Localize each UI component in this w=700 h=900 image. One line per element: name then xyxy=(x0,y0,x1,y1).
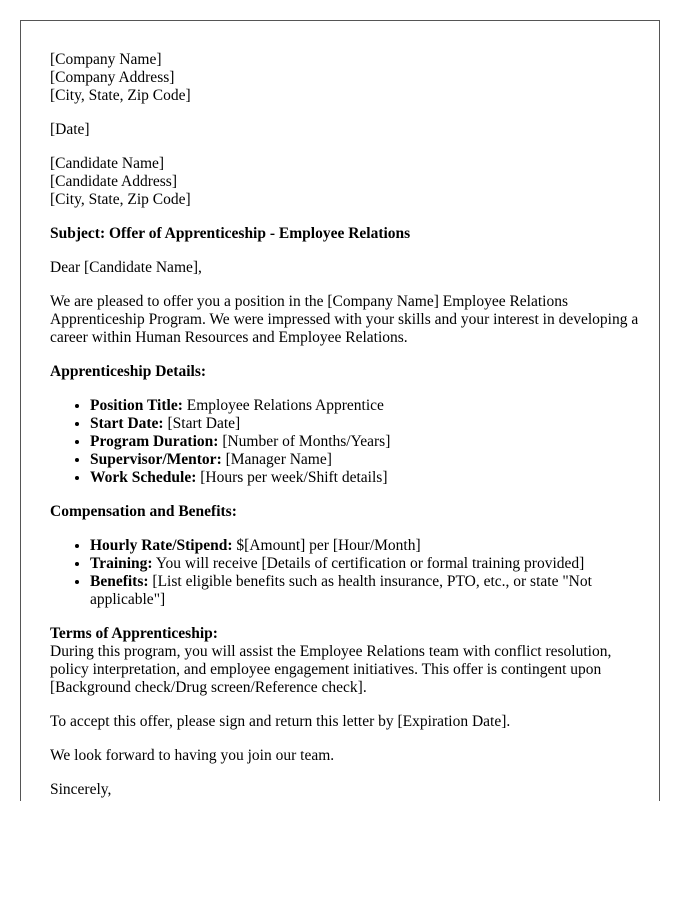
signoff: Sincerely, xyxy=(50,781,112,798)
terms-body: During this program, you will assist the Employee Relations team with conflict resolution, policy interpretation, and employee engagement initiatives. This offer is contingent upon [Background check/Drug screen/Reference check]. xyxy=(50,643,612,696)
recipient-address: [Candidate Address] xyxy=(50,173,177,190)
intro-paragraph: We are pleased to offer you a position in the [Company Name] Employee Relations Apprenticeship Program. We were impressed with your skills and your interest in developing a career within Human Resources and Employee Relations. xyxy=(50,293,639,346)
details-item-label: Program Duration: xyxy=(90,433,219,450)
acceptance-paragraph: To accept this offer, please sign and return this letter by [Expiration Date]. xyxy=(50,713,511,730)
compensation-item-value: You will receive [Details of certification or formal training provided] xyxy=(152,555,585,572)
details-list xyxy=(50,397,640,487)
terms-heading: Terms of Apprenticeship: xyxy=(50,625,218,642)
details-item-label: Supervisor/Mentor: xyxy=(90,451,222,468)
details-item-value: Employee Relations Apprentice xyxy=(182,397,384,414)
details-item-start-date xyxy=(90,415,640,433)
sender-company-name: [Company Name] xyxy=(50,51,162,68)
recipient-city-state-zip: [City, State, Zip Code] xyxy=(50,191,191,208)
compensation-item-rate xyxy=(90,537,640,555)
letter-page xyxy=(20,20,660,801)
recipient-address-block xyxy=(50,155,640,209)
letter-date: [Date] xyxy=(50,121,90,138)
details-heading: Apprenticeship Details: xyxy=(50,363,207,380)
compensation-heading: Compensation and Benefits: xyxy=(50,503,237,520)
details-item-work-schedule xyxy=(90,469,640,487)
details-item-label: Position Title: xyxy=(90,397,183,414)
details-item-label: Work Schedule: xyxy=(90,469,197,486)
terms-section xyxy=(50,625,640,697)
compensation-item-benefits xyxy=(90,573,640,609)
details-item-label: Start Date: xyxy=(90,415,164,432)
salutation: Dear [Candidate Name], xyxy=(50,259,202,276)
details-item-value: [Manager Name] xyxy=(221,451,332,468)
compensation-item-value: $[Amount] per [Hour/Month] xyxy=(232,537,421,554)
compensation-item-label: Training: xyxy=(90,555,153,572)
details-item-program-duration xyxy=(90,433,640,451)
sender-company-address: [Company Address] xyxy=(50,69,175,86)
compensation-list xyxy=(50,537,640,609)
details-item-supervisor xyxy=(90,451,640,469)
sender-city-state-zip: [City, State, Zip Code] xyxy=(50,87,191,104)
letter-content xyxy=(50,51,640,801)
details-item-value: [Start Date] xyxy=(163,415,241,432)
compensation-item-value: [List eligible benefits such as health insurance, PTO, etc., or state "Not applicable"] xyxy=(90,573,592,608)
closing-line: We look forward to having you join our team. xyxy=(50,747,335,764)
compensation-item-label: Hourly Rate/Stipend: xyxy=(90,537,233,554)
details-item-position-title xyxy=(90,397,640,415)
compensation-item-label: Benefits: xyxy=(90,573,149,590)
recipient-name: [Candidate Name] xyxy=(50,155,165,172)
compensation-item-training xyxy=(90,555,640,573)
details-item-value: [Hours per week/Shift details] xyxy=(196,469,388,486)
letter-subject: Subject: Offer of Apprenticeship - Employee Relations xyxy=(50,225,411,242)
details-item-value: [Number of Months/Years] xyxy=(218,433,391,450)
sender-address-block xyxy=(50,51,640,105)
